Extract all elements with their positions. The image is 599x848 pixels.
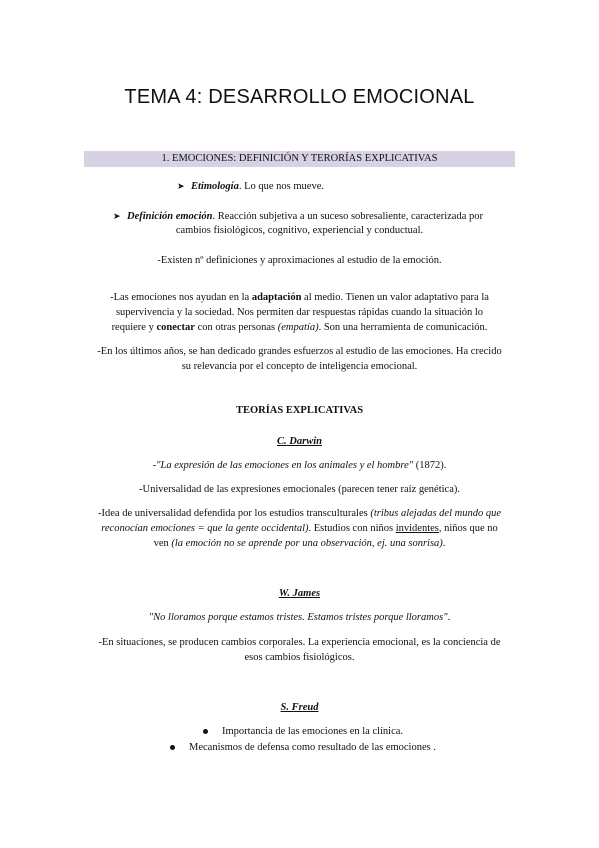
teorias-heading: TEORÍAS EXPLICATIVAS [235,405,364,416]
p1-line3: requiere y conectar con otras personas (empatía). Son una herramienta de comunicación. [111,322,488,333]
freud-item: Importancia de las emociones en la clínica. [203,725,403,739]
darwin-line4: reconocían emociones = que la gente occidental). Estudios con niños invidentes, niños que no [101,523,498,534]
bullet-dot-icon [170,745,175,750]
darwin-line2: -Universalidad de las expresiones emocionales (parecen tener raíz genética). [139,484,460,495]
p2-line1: -En los últimos años, se han dedicado grandes esfuerzos al estudio de las emociones. Ha crecido [97,346,502,357]
darwin-line3: -Idea de universalidad defendida por los estudios transculturales (tribus alejadas del mundo que [98,508,501,519]
arrow-bullet-icon: ➤ [177,181,185,191]
etimologia-term: Etimología [191,181,239,192]
etimologia-text: . Lo que nos mueve. [238,181,324,192]
james-heading: W. James [278,588,321,599]
james-line2: esos cambios fisiológicos. [244,652,355,663]
bullet-dot-icon [203,729,208,734]
p1-line2: supervivencia y la sociedad. Nos permiten dar respuestas rápidas cuando la situación lo [115,307,484,318]
bullet-definicion [113,209,483,224]
arrow-bullet-icon: ➤ [113,211,121,221]
bullet-etimologia [177,179,324,194]
section-heading: 1. EMOCIONES: DEFINICIÓN Y TERORÍAS EXPLICATIVAS [84,151,515,167]
definicion-line2: cambios fisiológicos, cognitivo, experiencial y conductual. [175,225,424,236]
definicion-line1: . Reacción subjetiva a un suceso sobresaliente, caracterizada por [212,211,483,222]
existen-text: -Existen nº definiciones y aproximaciones al estudio de la emoción. [157,255,442,266]
freud-heading: S. Freud [280,702,319,713]
james-quote: "No lloramos porque estamos tristes. Estamos tristes porque lloramos". [148,612,451,623]
p1-line1: -Las emociones nos ayudan en la adaptación al medio. Tienen un valor adaptativo para la [110,292,489,303]
definicion-term: Definición emoción [127,211,213,222]
darwin-heading: C. Darwin [277,436,322,447]
darwin-line5: ven (la emoción no se aprende por una observación, ej. una sonrisa). [153,538,446,549]
page-title: TEMA 4: DESARROLLO EMOCIONAL [124,86,475,108]
darwin-line1: -"La expresión de las emociones en los animales y el hombre" (1872). [152,460,447,471]
james-line1: -En situaciones, se producen cambios corporales. La experiencia emocional, es la conciencia de [98,637,501,648]
p2-line2: su relevancia por el concepto de inteligencia emocional. [181,361,418,372]
freud-item: Mecanismos de defensa como resultado de las emociones . [170,741,436,755]
